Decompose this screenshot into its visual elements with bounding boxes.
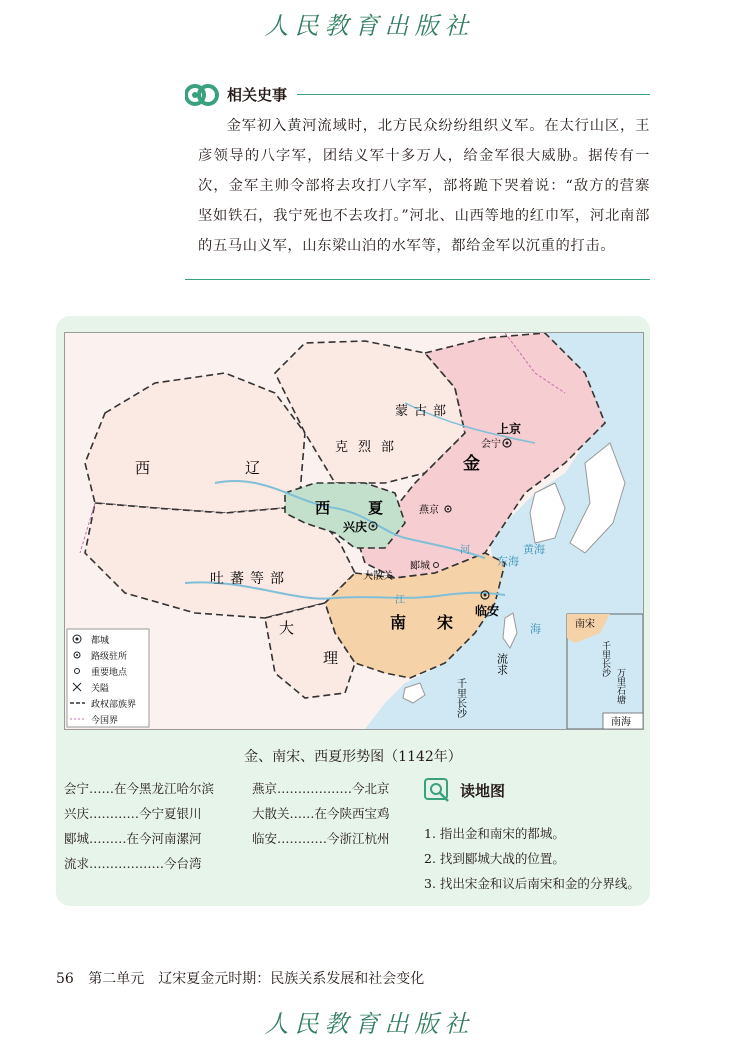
label-xixia-2: 夏 [368,499,384,517]
label-river-he: 河 [460,545,470,556]
label-yellow-sea: 黄海 [523,543,545,556]
label-nansong-2: 宋 [437,613,454,632]
legend-modern-label: 今国界 [91,716,119,726]
label-river-jiang: 江 [395,595,405,606]
label-yancheng: 郾城 [410,561,430,572]
label-xiliao-1: 西 [135,459,151,477]
unit-title: 第二单元 辽宋夏金元时期：民族关系发展和社会变化 [88,971,425,987]
label-jin: 金 [463,454,480,474]
map-panel [56,316,650,906]
label-liuqiu: 流求 [495,653,509,675]
label-dali-2: 理 [323,649,339,667]
inset-nansong-label: 南宋 [575,619,595,630]
page-footer [56,968,424,988]
map-frame [64,332,644,730]
inset-qianlichangsha: 千里长沙 [600,641,610,677]
map-legend [67,629,149,727]
glossary-left-item: 会宁……在今黑龙江哈尔滨 [64,781,215,796]
glossary-left [64,776,214,876]
history-bottom-rule [185,279,650,280]
label-linan: 临安 [475,604,500,618]
glossary-left-item: 流求………………今台湾 [64,856,202,871]
inset-wanlishitang: 万里石塘 [615,668,625,704]
label-shangjing: 上京 [497,422,522,436]
legend-pass-label: 关隘 [91,684,110,694]
legend-place-label: 重要地点 [91,668,128,678]
history-icon [185,82,219,108]
legend-capital-label: 都城 [91,636,110,646]
legend-seat-label: 路级驻所 [91,652,128,662]
history-divider [297,94,650,95]
historical-map [65,333,643,729]
history-header [185,82,650,106]
label-kelie: 克烈部 [335,440,405,455]
label-nansong-1: 南 [390,613,407,632]
glossary-right-item: 临安…………今浙江杭州 [252,831,390,846]
history-text: 金军初入黄河流域时，北方民众纷纷组织义军。在太行山区，王彦领导的八字军，团结义军十多万人，给金军很大威胁。据传有一次，金军主帅令部将去攻打八字军，部将跪下哭着说：“敌方的营寨坚如铁石，我宁死也不去攻打。”河北、山西等地的红巾军，河北南部的五马山义军，山东梁山泊的水军等，都给金军以沉重的打击。 [198,118,650,254]
label-xiliao-2: 辽 [245,459,261,477]
read-map-questions [424,821,640,896]
legend-boundary-label: 政权部族界 [91,700,137,710]
glossary-right-item: 燕京………………今北京 [252,781,390,796]
glossary-right [252,776,390,851]
page-number: 56 [56,971,74,987]
question-item: 3. 找出宋金和议后南宋和金的分界线。 [424,876,640,891]
history-title: 相关史事 [227,86,288,104]
glossary-left-item: 兴庆…………今宁夏银川 [64,806,202,821]
label-qianlichangsha: 千里长沙 [454,678,466,718]
publisher-header: 人民教育出版社 [264,12,475,40]
label-xingqing: 兴庆 [343,520,368,534]
question-item: 2. 找到郾城大战的位置。 [424,851,565,866]
inset-south-sea-label: 南海 [611,717,631,728]
map-caption: 金、南宋、西夏形势图（1142年） [244,749,462,765]
south-sea-inset [567,614,643,729]
read-map-title: 读地图 [460,782,506,800]
glossary-right-item: 大散关……在今陕西宝鸡 [252,806,390,821]
label-dali-1: 大 [279,619,295,637]
publisher-footer: 人民教育出版社 [264,1010,475,1038]
label-yanjing: 燕京 [419,505,439,516]
label-huining: 会宁 [481,439,501,450]
label-xixia-1: 西 [315,499,331,517]
label-menggu: 蒙古部 [395,404,453,419]
label-east-sea: 东海 [497,555,519,568]
label-tufan: 吐蕃等部 [210,571,290,587]
glossary-left-item: 郾城………在今河南漯河 [64,831,202,846]
magnifier-icon [424,776,452,804]
label-dasanguan: 大散关 [363,571,393,582]
label-hai: 海 [528,623,542,634]
question-item: 1. 指出金和南宋的都城。 [424,826,565,841]
